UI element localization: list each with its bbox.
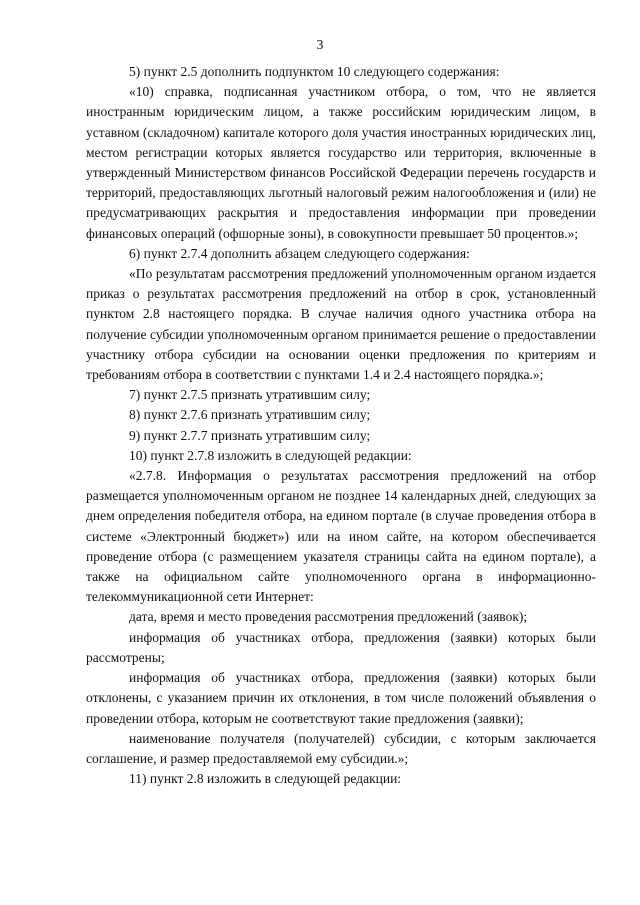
- paragraph-item-7: 7) пункт 2.7.5 признать утратившим силу;: [129, 387, 371, 403]
- paragraph-list-date-time: дата, время и место проведения рассмотрения предложений (заявок);: [129, 609, 528, 625]
- paragraph-quoted-2-7-8: «2.7.8. Информация о результатах рассмотрения предложений на отбор размещается уполномоченным органом не позднее 14 календарных дней, следующих за днем определения победителя отбора, на едином портале (в случае проведения отбора в системе «Электронный бюджет») или на ином сайте, на котором обеспечивается проведение отбора (с размещением указателя страницы сайта на едином портале), а также на официальном сайте уполномоченного органа в информационно-телекоммуникационной сети Интернет:: [86, 468, 596, 605]
- paragraph-list-recipient: наименование получателя (получателей) субсидии, с которым заключается соглашение, и размер предоставляемой ему субсидии.»;: [86, 730, 596, 766]
- paragraph-quoted-subitem-10: «10) справка, подписанная участником отбора, о том, что не является иностранным юридическим лицом, а также российским юридическим лицом, в уставном (складочном) капитале которого доля участия иностранных юридических лиц, местом регистрации которых является государство или территория, включенные в утвержденный Министерством финансов Российской Федерации перечень государств и территорий, предоставляющих льготный налоговый режим налогообложения и (или) не предусматривающих раскрытия и предоставления информации при проведении финансовых операций (офшорные зоны), в совокупности превышает 50 процентов.»;: [86, 84, 596, 241]
- paragraph-item-11: 11) пункт 2.8 изложить в следующей редакции:: [129, 771, 402, 787]
- document-body: [86, 62, 596, 789]
- paragraph-quoted-2-7-4: «По результатам рассмотрения предложений уполномоченным органом издается приказ о результатах рассмотрения предложений на отбор в срок, установленный пунктом 2.8 настоящего порядка. В случае наличия одного участника отбора на получение субсидии уполномоченным органом принимается решение о предоставлении участнику отбора субсидии на основании оценки предложения по критериям и требованиям отбора в соответствии с пунктами 1.4 и 2.4 настоящего порядка.»;: [86, 266, 596, 383]
- paragraph-item-6: 6) пункт 2.7.4 дополнить абзацем следующего содержания:: [129, 245, 470, 261]
- paragraph-list-reviewed: информация об участниках отбора, предложения (заявки) которых были рассмотрены;: [86, 629, 596, 665]
- paragraph-item-5: 5) пункт 2.5 дополнить подпунктом 10 следующего содержания:: [129, 64, 500, 79]
- paragraph-item-8: 8) пункт 2.7.6 признать утратившим силу;: [129, 407, 371, 423]
- page-number: 3: [316, 37, 324, 52]
- paragraph-item-10: 10) пункт 2.7.8 изложить в следующей редакции:: [129, 447, 412, 463]
- paragraph-list-rejected: информация об участниках отбора, предложения (заявки) которых были отклонены, с указанием причин их отклонения, в том числе положений объявления о проведении отбора, которым не соответствуют такие предложения (заявки);: [86, 670, 596, 726]
- paragraph-item-9: 9) пункт 2.7.7 признать утратившим силу;: [129, 427, 371, 443]
